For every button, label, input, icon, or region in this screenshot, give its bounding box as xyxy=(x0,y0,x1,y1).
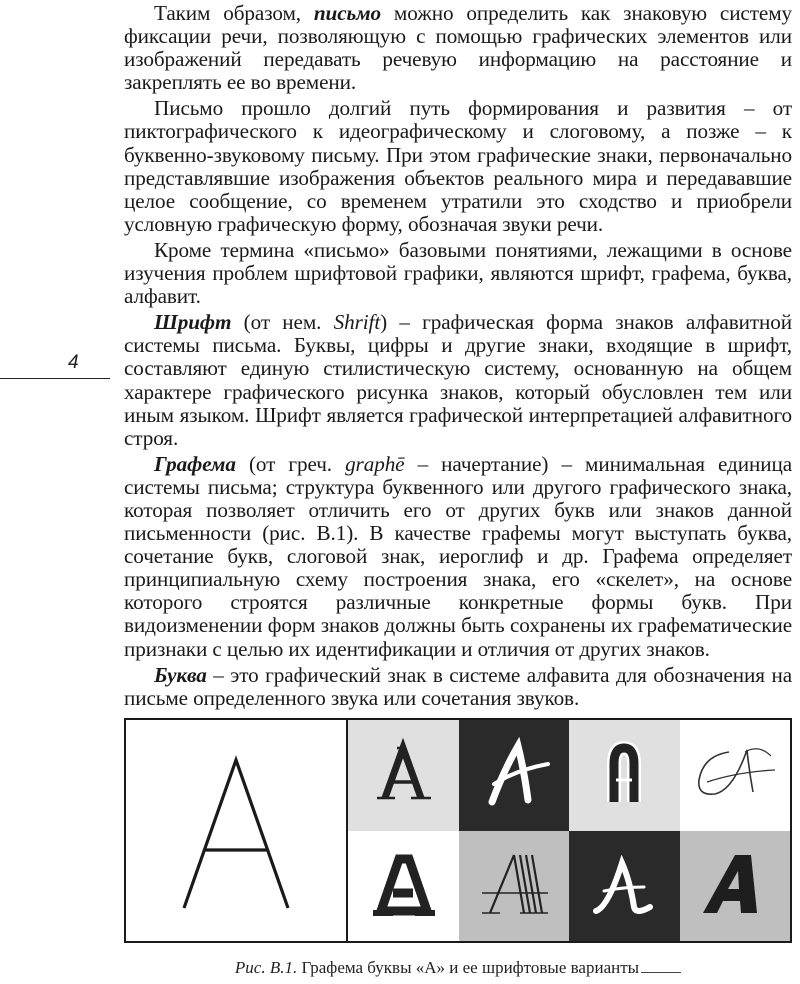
term-writing: письмо xyxy=(313,1,382,25)
text-run: – это графический знак в системе алфавита для обозначения на письме определенного звука или сочетания звуков. xyxy=(124,662,792,710)
inline-striped-a-icon xyxy=(464,841,564,931)
figure-grapheme-a xyxy=(124,718,792,943)
term-grapheme: Графема xyxy=(154,451,236,476)
term-letter: Буква xyxy=(154,662,207,687)
text-run: Кроме термина «письмо» базовыми понятиями, лежащими в основе изучения проблем шрифтовой графики, являются шрифт, графема, буква, алфавит. xyxy=(124,237,792,309)
caption-text: Графема буквы «А» и ее шрифтовые варианты xyxy=(297,958,640,977)
variant-script-a-white xyxy=(459,720,570,831)
paragraph-writing-definition xyxy=(124,2,792,94)
variant-calligraphic-a xyxy=(680,720,791,831)
variant-inline-striped-a xyxy=(459,831,570,942)
etymology-shrift: Shrift xyxy=(333,310,381,335)
script-a-outline-icon xyxy=(574,841,674,931)
calligraphic-a-icon xyxy=(685,730,785,820)
margin-rule xyxy=(0,378,110,379)
text-run: Таким образом, xyxy=(154,1,314,25)
paragraph-basic-concepts xyxy=(124,239,792,308)
text-run: Письмо прошло долгий путь формирования и развития – от пиктографического к идеографическому и слоговому, а позже – к буквенно-звуковому письму. При этом графические знаки, первоначально представлявшие изображения объектов реального мира и передававшие целое сообщение, со временем утратили это сходство и приобрели условную графическую форму, обозначая звуки речи. xyxy=(124,96,792,236)
caption-label: Рис. В.1. xyxy=(234,958,298,977)
heavy-italic-a-icon xyxy=(685,841,785,931)
text-run: (от нем. xyxy=(231,310,334,335)
variant-heavy-italic-a xyxy=(680,831,791,942)
font-variants-grid xyxy=(348,720,790,941)
body-text xyxy=(124,2,792,710)
grapheme-skeleton-a xyxy=(126,720,348,941)
paragraph-font-definition xyxy=(124,311,792,450)
variant-rounded-bold-a xyxy=(569,720,680,831)
etymology-graphe: graphē xyxy=(345,451,405,476)
variant-serif-a xyxy=(348,720,459,831)
figure-caption xyxy=(124,958,792,978)
script-a-white-icon xyxy=(464,730,564,820)
page-number: 4 xyxy=(68,352,79,373)
caption-underline xyxy=(641,972,681,973)
variant-slab-serif-a xyxy=(348,831,459,942)
text-run: можно определить как знаковую систему фиксации речи, позволяющую с помощью графических элементов или изображений передавать речевую информацию на расстояние и закреплять ее во времени. xyxy=(124,1,792,95)
variant-script-a-outline xyxy=(569,831,680,942)
term-font: Шрифт xyxy=(154,310,232,335)
slab-serif-a-icon xyxy=(353,841,453,931)
text-run: – начертание) – минимальная единица системы письма; структура буквенного или другого графического знака, которая позволяет отличить его от других букв или знаков данной письменности (рис. В.1). В качестве графемы могут выступать буква, сочетание букв, слоговой знак, иероглиф и др. Графема определяет принципиальную схему построения знака, его «скелет», на основе которого строятся различные конкретные формы букв. При видоизменении форм знаков должны быть сохранены их графематические признаки с целью их идентификации и отличия от других знаков. xyxy=(124,451,792,661)
rounded-bold-a-icon xyxy=(574,730,674,820)
text-run: (от греч. xyxy=(235,451,346,476)
paragraph-grapheme-definition xyxy=(124,453,792,661)
paragraph-letter-definition xyxy=(124,664,792,710)
text-run: ) – графическая форма знаков алфавитной системы письма. Буквы, цифры и другие знаки, входящие в шрифт, составляют единую стилистическую систему, основанную на общем характере графического рисунка знаков, который обусловлен тем или иным языком. Шрифт является графической интерпретацией алфавитного строя. xyxy=(124,310,793,450)
paragraph-writing-history xyxy=(124,97,792,236)
skeleton-a-icon xyxy=(126,720,346,941)
serif-a-icon xyxy=(353,730,453,820)
